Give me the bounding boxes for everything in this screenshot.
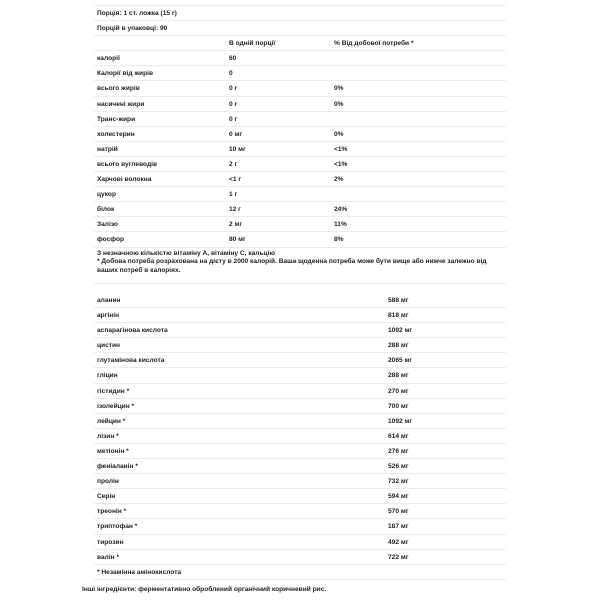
amino-acid-amount: 614 мг (388, 432, 409, 440)
amino-acid-amount: 700 мг (388, 402, 409, 410)
nutrient-name: фосфор (97, 236, 125, 244)
amino-acid-name: гістидин * (97, 387, 130, 395)
amino-acid-name: феніаланін * (97, 463, 138, 471)
nutrient-amount: 12 г (229, 206, 241, 214)
divider (94, 283, 506, 284)
footnotes (97, 250, 502, 275)
daily-value-header: % Від добової потреби * (334, 40, 414, 48)
nutrient-daily-value: 2% (334, 176, 344, 184)
amino-acid-row (94, 293, 506, 308)
nutrient-row (94, 202, 506, 217)
amino-acid-row (94, 489, 506, 504)
daily-value-note: * Добова потреба розрахована на дієту в 2000 калорій. Ваша щоденна потреба може бути вище або нижче залежно від ваших потреб в калоріях. (97, 258, 487, 274)
nutrient-name: Харчові волокна (97, 176, 152, 184)
amino-acid-name: тирозин (97, 538, 124, 546)
nutrition-facts-table (94, 5, 506, 248)
nutrient-name: всього жирів (97, 85, 140, 93)
servings-per-container-row (94, 21, 506, 36)
nutrient-daily-value: <1% (334, 145, 348, 153)
nutrient-amount: 0 г (229, 115, 238, 123)
amino-acid-name: глутамінова кислота (97, 357, 165, 365)
amino-acid-name: метіонін * (97, 447, 129, 455)
nutrient-daily-value: <1% (334, 160, 348, 168)
nutrient-amount: 10 мг (229, 145, 246, 153)
amino-acid-amount: 1092 мг (388, 327, 413, 335)
amino-acid-row (94, 519, 506, 534)
amino-acid-name: валін * (97, 553, 120, 561)
nutrient-row (94, 217, 506, 232)
nutrient-row (94, 66, 506, 81)
nutrient-row (94, 81, 506, 96)
nutrient-name: всього вуглеводів (97, 160, 158, 168)
nutrient-name: холестерин (97, 130, 135, 138)
servings-per-container: Порцій в упаковці: 90 (97, 25, 168, 33)
amino-acid-name: цистин (97, 342, 121, 350)
nutrient-name: цукор (97, 191, 116, 199)
nutrient-row (94, 157, 506, 172)
amino-acid-row (94, 535, 506, 550)
nutrient-daily-value: 11% (334, 221, 347, 229)
amino-acid-row (94, 504, 506, 519)
amino-acid-row (94, 429, 506, 444)
nutrient-daily-value: 8% (334, 236, 344, 244)
nutrient-name: натрій (97, 145, 118, 153)
amino-acid-row (94, 474, 506, 489)
amino-acid-row (94, 308, 506, 323)
nutrient-row (94, 172, 506, 187)
amino-acid-amount: 818 мг (388, 312, 409, 320)
nutrient-amount: 0 (229, 70, 233, 78)
vitamins-note: З незначною кількістю вітаміну А, вітаміну С, кальцію (97, 250, 276, 257)
per-serving-header: В одній порції (229, 40, 276, 48)
amino-acid-row (94, 399, 506, 414)
amino-acid-row (94, 353, 506, 368)
amino-acid-row (94, 368, 506, 383)
amino-note-row (94, 565, 506, 580)
nutrient-row (94, 112, 506, 127)
amino-acid-name: аргінін (97, 312, 120, 320)
nutrient-name: насичені жири (97, 100, 145, 108)
nutrient-daily-value: 0% (334, 100, 344, 108)
amino-acid-row (94, 444, 506, 459)
amino-acid-row (94, 323, 506, 338)
nutrient-row (94, 232, 506, 247)
amino-acid-name: треонін * (97, 508, 127, 516)
amino-acid-amount: 722 мг (388, 553, 409, 561)
amino-acid-amount: 526 мг (388, 463, 409, 471)
nutrient-amount: 0 мг (229, 130, 243, 138)
amino-acid-amount: 288 мг (388, 372, 409, 380)
nutrient-row (94, 142, 506, 157)
amino-acid-name: ізолейцин * (97, 402, 135, 410)
amino-acid-name: аланин (97, 297, 121, 304)
nutrient-row (94, 97, 506, 112)
serving-size: Порція: 1 ст. ложка (15 г) (97, 10, 177, 17)
amino-acid-name: аспарагінова кислота (97, 327, 168, 335)
nutrient-name: Залізо (97, 221, 118, 229)
amino-acid-row (94, 550, 506, 565)
amino-acid-amount: 270 мг (388, 387, 409, 395)
nutrient-daily-value: 24% (334, 206, 348, 214)
amino-note: * Незамінна амінокислота (97, 568, 182, 576)
amino-acid-amount: 1092 мг (388, 417, 413, 425)
amino-acid-amount: 492 мг (388, 538, 409, 546)
serving-size-row (94, 6, 506, 21)
amino-acid-row (94, 459, 506, 474)
nutrient-row (94, 51, 506, 66)
nutrient-amount: 0 г (229, 85, 238, 93)
nutrient-amount: 0 г (229, 100, 238, 108)
amino-acid-name: лейцин * (97, 417, 126, 425)
nutrient-amount: 80 мг (229, 236, 246, 244)
amino-acid-amount: 288 мг (388, 342, 409, 350)
table-header-row (94, 36, 506, 51)
nutrient-amount: 2 мг (229, 221, 243, 229)
nutrient-name: Транс-жири (97, 115, 136, 123)
amino-acid-amount: 594 мг (388, 493, 409, 501)
amino-acid-name: пролін (97, 478, 119, 486)
amino-acid-name: Серін (97, 493, 116, 501)
amino-acid-row (94, 338, 506, 353)
amino-acid-amount: 2065 мг (388, 357, 413, 365)
amino-acid-table (94, 293, 506, 580)
nutrient-row (94, 127, 506, 142)
nutrient-amount: 1 г (229, 191, 238, 199)
amino-acid-amount: 187 мг (388, 523, 409, 531)
nutrient-name: білок (97, 206, 115, 214)
nutrient-amount: 2 г (229, 160, 238, 168)
other-ingredients: Інші інгредієнти: ферментативно оброблений органічний коричневий рис. (82, 586, 327, 593)
amino-acid-row (94, 414, 506, 429)
amino-acid-amount: 732 мг (388, 478, 409, 486)
amino-acid-name: лізин * (97, 432, 119, 440)
amino-acid-name: триптофан * (97, 523, 138, 531)
nutrient-amount: <1 г (229, 176, 242, 184)
nutrient-name: калорії (97, 55, 120, 63)
nutrient-row (94, 187, 506, 202)
nutrient-amount: 60 (229, 55, 237, 63)
amino-acid-name: гліцин (97, 372, 118, 380)
amino-acid-amount: 276 мг (388, 447, 409, 455)
amino-acid-amount: 588 мг (388, 297, 409, 304)
amino-acid-row (94, 384, 506, 399)
nutrient-daily-value: 0% (334, 85, 344, 93)
nutrient-name: Калорії від жирів (97, 70, 153, 78)
amino-acid-amount: 570 мг (388, 508, 409, 516)
nutrient-daily-value: 0% (334, 130, 344, 138)
